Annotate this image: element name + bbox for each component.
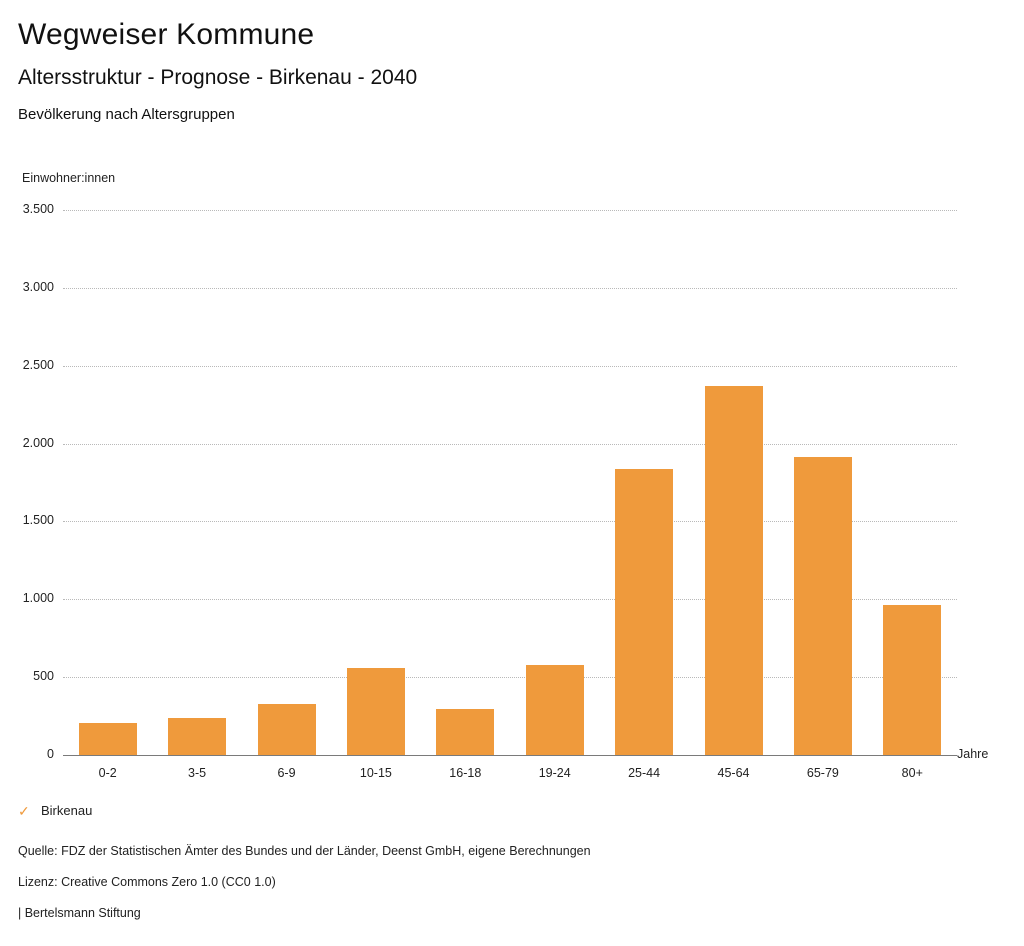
x-tick-label: 80+ [901,766,923,780]
y-tick-label: 2.000 [22,435,54,450]
y-tick-label: 1.000 [22,591,54,606]
y-tick-label: 3.000 [22,279,54,294]
bar[interactable] [705,386,763,755]
y-tick-label: 3.500 [22,202,54,216]
bar[interactable] [347,668,405,755]
bar-series-birkenau [63,210,957,755]
bar[interactable] [168,718,226,755]
x-tick-label: 10-15 [359,766,392,780]
y-axis-label: Einwohner:innen [22,171,116,185]
license-note: Lizenz: Creative Commons Zero 1.0 (CC0 1.0) [18,875,276,889]
bar[interactable] [436,709,494,755]
bar[interactable] [258,704,316,755]
x-axis-line [63,755,957,756]
x-tick-label: 0-2 [98,766,117,780]
x-axis-label: Jahre [957,747,989,761]
bar[interactable] [526,665,584,755]
source-note: Quelle: FDZ der Statistischen Ämter des Bundes und der Länder, Deenst GmbH, eigene Berechnungen [18,844,591,858]
publisher-note: | Bertelsmann Stiftung [18,906,141,920]
x-tick-label: 45-64 [717,766,750,780]
plot-area [22,202,957,780]
bar[interactable] [883,605,941,755]
bar[interactable] [79,723,137,755]
x-tick-label: 16-18 [449,766,482,780]
y-tick-label: 1.500 [22,513,54,528]
x-tick-label: 25-44 [628,766,661,780]
chart-subtitle: Altersstruktur - Prognose - Birkenau - 2040 [18,66,418,89]
y-tick-label: 2.500 [22,357,54,372]
check-icon: ✓ [18,802,30,819]
bar[interactable] [794,457,852,755]
chart-sub-subtitle: Bevölkerung nach Altersgruppen [18,106,235,123]
y-tick-label: 500 [33,669,54,684]
bar[interactable] [615,469,673,755]
y-tick-label: 0 [47,747,54,761]
legend[interactable] [18,803,92,818]
x-tick-label: 19-24 [538,766,571,780]
x-tick-label: 6-9 [277,766,296,780]
x-tick-label: 65-79 [806,766,839,780]
page-title: Wegweiser Kommune [18,18,315,51]
x-tick-label: 3-5 [188,766,207,780]
legend-item-label: Birkenau [41,803,93,818]
